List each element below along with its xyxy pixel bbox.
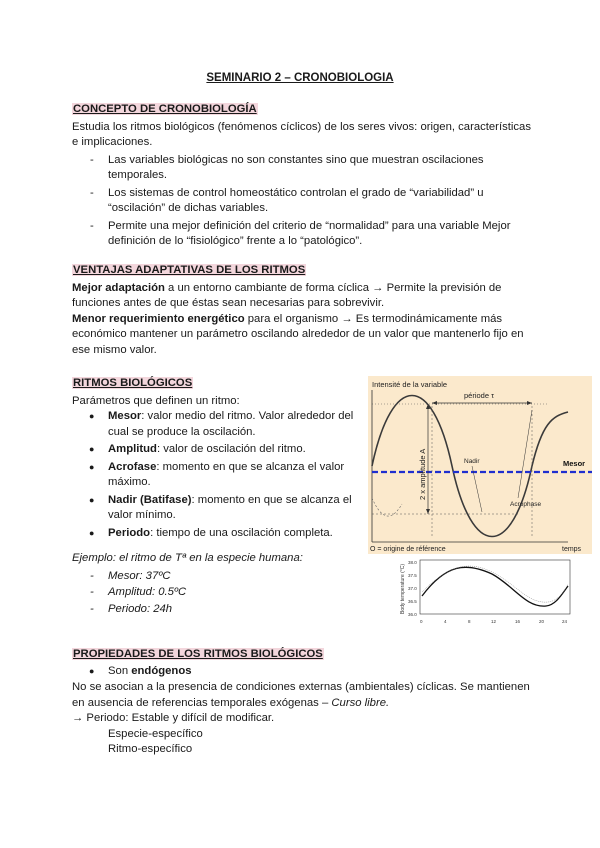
list-item [72, 493, 362, 524]
paragraph-text: para el organismo → Es termodinámicamente más económico mantener un parámetro oscilando alrededor de un valor que mantenerlo fijo en ese mismo valor. [72, 312, 524, 356]
paragraph-text: No se asocian a la presencia de condiciones externas (ambientales) cíclicas. Se mantienen en ausencia de referencias temporales exógenas – [72, 681, 530, 709]
acrophase-label: Acrophase [510, 501, 542, 508]
paragraph [72, 279, 532, 312]
y-tick: 37.5 [408, 573, 417, 578]
bold-term: Nadir (Batifase) [108, 493, 192, 506]
acrophase-pointer [518, 410, 532, 498]
list-item: - Los sistemas de control homeostático controlan el grado de “variabilidad” u “oscilación” de dichas variables. [72, 186, 532, 217]
item-desc: : momento en que se alcanza el valor máximo. [108, 460, 345, 488]
section-heading: VENTAJAS ADAPTATIVAS DE LOS RITMOS [73, 264, 306, 276]
page-title: SEMINARIO 2 – CRONOBIOLOGIA [206, 72, 394, 84]
example-text: Ejemplo: el ritmo de Tª en la especie humana: [72, 552, 303, 564]
x-tick: 0 [420, 619, 423, 624]
section-ventajas [72, 263, 532, 358]
sub-item: Especie-específico [108, 727, 203, 740]
time-label: temps [562, 546, 582, 553]
paragraph: → Periodo: Estable y difícil de modificar. [72, 712, 275, 724]
section-concepto [72, 102, 532, 250]
temperature-curve [422, 567, 568, 606]
bold-term: endógenos [131, 664, 192, 677]
example-list [72, 567, 362, 618]
list-item: - Permite una mejor definición del criterio de “normalidad” para una variable Mejor definición de lo “fisiológico” frente a lo “patológico”. [72, 219, 532, 250]
properties-list [72, 663, 532, 680]
bold-term: Menor requerimiento energético [72, 312, 245, 325]
temperature-graph-svg [396, 556, 576, 626]
item-desc: : momento en que se alcanza el valor mínimo. [108, 493, 352, 521]
y-tick: 38.0 [408, 560, 417, 565]
intro-text: Parámetros que definen un ritmo: [72, 394, 240, 407]
bold-term: Mesor [108, 410, 142, 422]
bold-term: Acrofase [108, 460, 157, 473]
bold-term: Amplitud [108, 443, 157, 455]
x-tick: 4 [444, 619, 447, 624]
x-tick: 16 [515, 619, 521, 624]
list-item: - Amplitud: 0.5ºC [72, 585, 362, 601]
italic-text: Curso libre. [331, 696, 390, 709]
y-tick: 37.0 [408, 586, 417, 591]
paragraph-text: a un entorno cambiante de forma cíclica → Permite la previsión de funciones antes de que éstas sean necesarias para sobrevivir. [72, 281, 502, 309]
paragraph [72, 312, 532, 359]
amplitude-label: 2 x amplitude A [418, 448, 427, 500]
mesor-label: Mesor [563, 459, 586, 468]
rhythm-diagram-svg [368, 376, 592, 554]
bold-term: Periodo [108, 526, 151, 539]
item-desc: : tiempo de una oscilación completa. [150, 526, 333, 539]
concept-list [72, 151, 532, 250]
period-label: période τ [464, 391, 495, 400]
x-tick: 8 [468, 619, 471, 624]
section-heading: PROPIEDADES DE LOS RITMOS BIOLÓGICOS [73, 648, 323, 660]
list-item [72, 664, 532, 680]
section-ritmos [72, 376, 362, 617]
dashed-curve [372, 498, 402, 516]
origin-label: O = origine de référence [370, 546, 446, 553]
item-desc: : valor medio del ritmo. Valor alrededor del cual se produce la oscilación. [108, 410, 354, 438]
nadir-label: Nadir [464, 458, 480, 465]
graph-y-label: Body temperature (°C) [400, 563, 406, 614]
list-item [72, 409, 362, 440]
sub-item: Ritmo-específico [108, 743, 193, 755]
bold-term: Mejor adaptación [72, 281, 165, 294]
list-item: - Las variables biológicas no son constantes sino que muestran oscilaciones temporales. [72, 153, 532, 184]
diagram-y-label: Intensité de la variable [372, 380, 448, 389]
y-tick: 36.5 [408, 599, 417, 604]
y-tick: 36.0 [408, 612, 417, 617]
rhythm-diagram [368, 376, 592, 554]
section-heading: CONCEPTO DE CRONOBIOLOGÍA [73, 103, 257, 115]
x-tick: 12 [491, 619, 497, 624]
list-item [72, 460, 362, 491]
list-item [72, 442, 362, 458]
list-item: - Mesor: 37ºC [72, 569, 362, 585]
x-tick: 20 [539, 619, 545, 624]
item-text: Son [108, 664, 132, 677]
paragraph [72, 679, 532, 711]
sine-curve [372, 396, 568, 537]
intro-text: Estudia los ritmos biológicos (fenómenos cíclicos) de los seres vivos: origen, características e implicaciones. [72, 120, 531, 148]
x-tick: 24 [562, 619, 568, 624]
section-heading: RITMOS BIOLÓGICOS [73, 377, 193, 389]
fit-curve [422, 566, 568, 602]
temperature-graph [396, 556, 576, 626]
parameter-list [72, 409, 362, 541]
list-item: - Periodo: 24h [72, 602, 362, 618]
section-propiedades [72, 647, 532, 758]
list-item [72, 526, 362, 542]
item-desc: : valor de oscilación del ritmo. [156, 443, 306, 455]
